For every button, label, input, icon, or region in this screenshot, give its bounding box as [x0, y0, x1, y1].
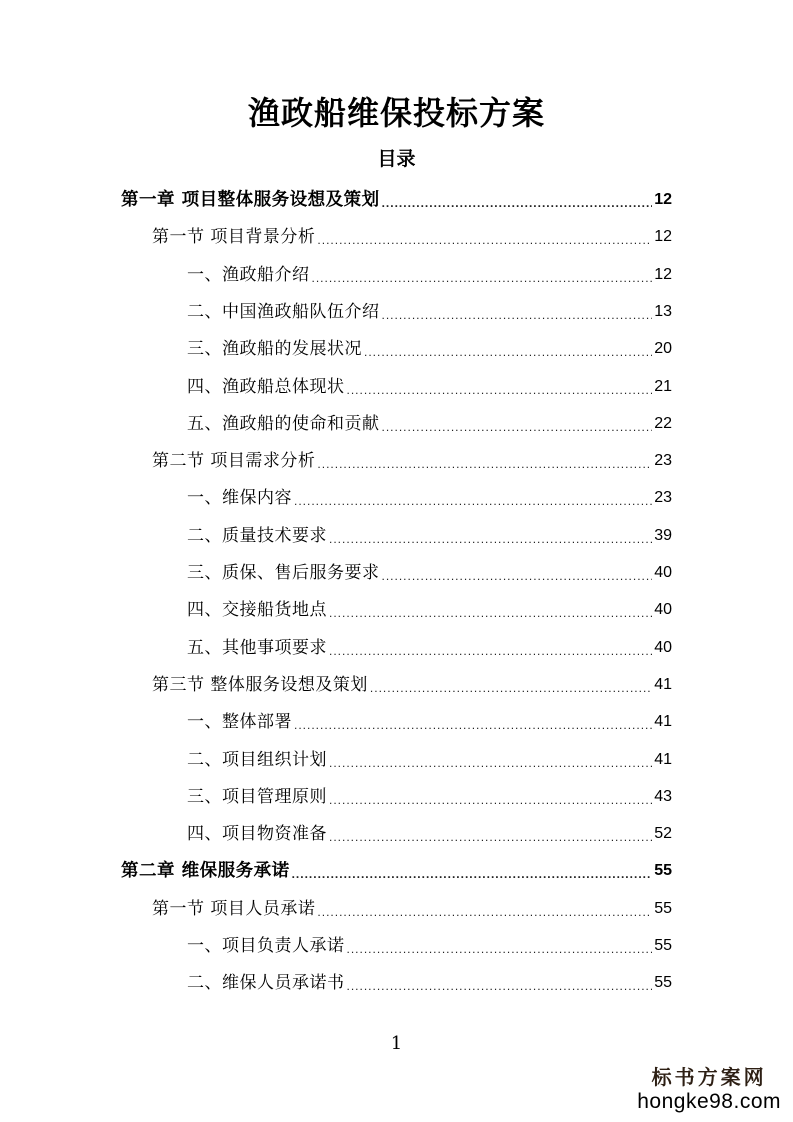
toc-entry-page: 13 — [654, 302, 672, 320]
toc-entry-label: 第三节 整体服务设想及策划 — [152, 674, 368, 695]
toc-entry[interactable] — [187, 409, 672, 435]
toc-entry[interactable] — [187, 521, 672, 547]
toc-leader-dots — [329, 755, 652, 771]
document-title: 渔政船维保投标方案 — [247, 94, 545, 132]
toc-leader-dots — [382, 419, 653, 435]
toc-leader-dots — [317, 232, 652, 248]
toc-entry[interactable] — [187, 297, 672, 323]
toc-entry[interactable] — [187, 260, 672, 286]
toc-entry-label: 一、项目负责人承诺 — [187, 936, 345, 956]
toc-entry-page: 55 — [654, 974, 672, 992]
toc-entry-label: 三、项目管理原则 — [187, 786, 327, 807]
toc-entry-page: 12 — [654, 228, 672, 246]
toc-entry-label: 二、维保人员承诺书 — [187, 973, 345, 994]
toc-entry-label: 二、中国渔政船队伍介绍 — [187, 301, 380, 322]
toc-entry-label: 第一章 项目整体服务设想及策划 — [121, 190, 380, 210]
toc-leader-dots — [364, 344, 652, 360]
toc-leader-dots — [347, 941, 653, 957]
toc-entry-page: 23 — [654, 489, 672, 507]
toc-leader-dots — [370, 680, 652, 696]
page-number: 1 — [390, 1033, 403, 1054]
toc-entry[interactable] — [187, 483, 672, 509]
toc-leader-dots — [347, 382, 653, 398]
toc-entry-label: 五、渔政船的使命和贡献 — [187, 413, 380, 434]
toc-entry[interactable] — [187, 819, 672, 845]
toc-entry-label: 二、项目组织计划 — [187, 749, 327, 770]
toc-entry-label: 第一节 项目背景分析 — [152, 227, 316, 248]
toc-entry-label: 一、渔政船介绍 — [187, 264, 310, 285]
toc-entry-label: 四、项目物资准备 — [187, 824, 327, 845]
toc-entry-label: 三、渔政船的发展状况 — [187, 339, 362, 360]
toc-leader-dots — [317, 456, 652, 472]
toc-entry-label: 三、质保、售后服务要求 — [187, 563, 380, 583]
toc-entry-page: 41 — [654, 675, 672, 693]
toc-entry-page: 12 — [654, 265, 672, 283]
toc-entry-page: 55 — [654, 899, 672, 917]
toc-leader-dots — [382, 568, 653, 584]
toc-entry-page: 41 — [654, 750, 672, 768]
toc-entry-label: 五、其他事项要求 — [187, 637, 327, 658]
toc-entry[interactable] — [187, 745, 672, 771]
toc-leader-dots — [382, 195, 653, 211]
toc-leader-dots — [294, 717, 652, 733]
toc-entry-label: 二、质量技术要求 — [187, 525, 327, 546]
toc-entry[interactable] — [187, 633, 672, 659]
toc-entry[interactable] — [187, 334, 672, 360]
toc-entry-page: 40 — [654, 564, 672, 581]
toc-entry[interactable] — [121, 856, 672, 882]
toc-entry[interactable] — [187, 558, 672, 584]
toc-entry-page: 21 — [654, 377, 672, 395]
toc-entry-label: 四、交接船货地点 — [187, 600, 327, 621]
toc-leader-dots — [329, 643, 652, 659]
toc-leader-dots — [292, 866, 653, 882]
toc-entry-page: 12 — [654, 191, 672, 208]
toc-leader-dots — [329, 605, 652, 621]
toc-entry[interactable] — [187, 707, 672, 733]
toc-entry[interactable] — [187, 931, 672, 957]
toc-entry[interactable] — [152, 670, 672, 696]
toc-entry-label: 第二节 项目需求分析 — [152, 451, 316, 472]
toc-entry-page: 39 — [654, 526, 672, 544]
toc-entry-label: 一、维保内容 — [187, 488, 292, 509]
toc-entry-page: 55 — [654, 862, 672, 880]
toc-entry-page: 43 — [654, 787, 672, 805]
toc-entry[interactable] — [187, 372, 672, 398]
toc-leader-dots — [382, 307, 653, 323]
toc-entry-page: 23 — [654, 452, 672, 470]
toc-entry-label: 四、渔政船总体现状 — [187, 376, 345, 397]
watermark-logo — [637, 1061, 781, 1114]
toc-leader-dots — [347, 978, 653, 994]
toc-leader-dots — [317, 904, 652, 920]
toc-entry-page: 55 — [654, 937, 672, 954]
watermark-url-text: hongke98.com — [637, 1090, 781, 1113]
toc-entry-page: 40 — [654, 601, 672, 619]
toc-leader-dots — [294, 493, 652, 509]
toc-entry-label: 一、整体部署 — [187, 712, 292, 733]
toc-entry[interactable] — [152, 222, 672, 248]
watermark-cn-text: 标书方案网 — [651, 1065, 767, 1089]
toc-entry-page: 52 — [654, 825, 672, 843]
toc-entry[interactable] — [187, 782, 672, 808]
toc-entry-page: 41 — [654, 713, 672, 731]
toc-entry-page: 20 — [654, 340, 672, 358]
toc-entry[interactable] — [152, 894, 672, 920]
toc-entry-label: 第一节 项目人员承诺 — [152, 898, 316, 919]
toc-leader-dots — [312, 270, 653, 286]
toc-entry[interactable] — [187, 968, 672, 994]
toc-entry[interactable] — [187, 595, 672, 621]
toc-heading: 目录 — [377, 148, 416, 170]
toc-entry[interactable] — [152, 446, 672, 472]
toc-leader-dots — [329, 829, 652, 845]
toc-entry-label: 第二章 维保服务承诺 — [121, 861, 290, 882]
toc-entry[interactable] — [121, 185, 672, 211]
toc-entry-page: 40 — [654, 638, 672, 656]
toc-leader-dots — [329, 531, 652, 547]
toc-leader-dots — [329, 792, 652, 808]
toc-entry-page: 22 — [654, 414, 672, 432]
